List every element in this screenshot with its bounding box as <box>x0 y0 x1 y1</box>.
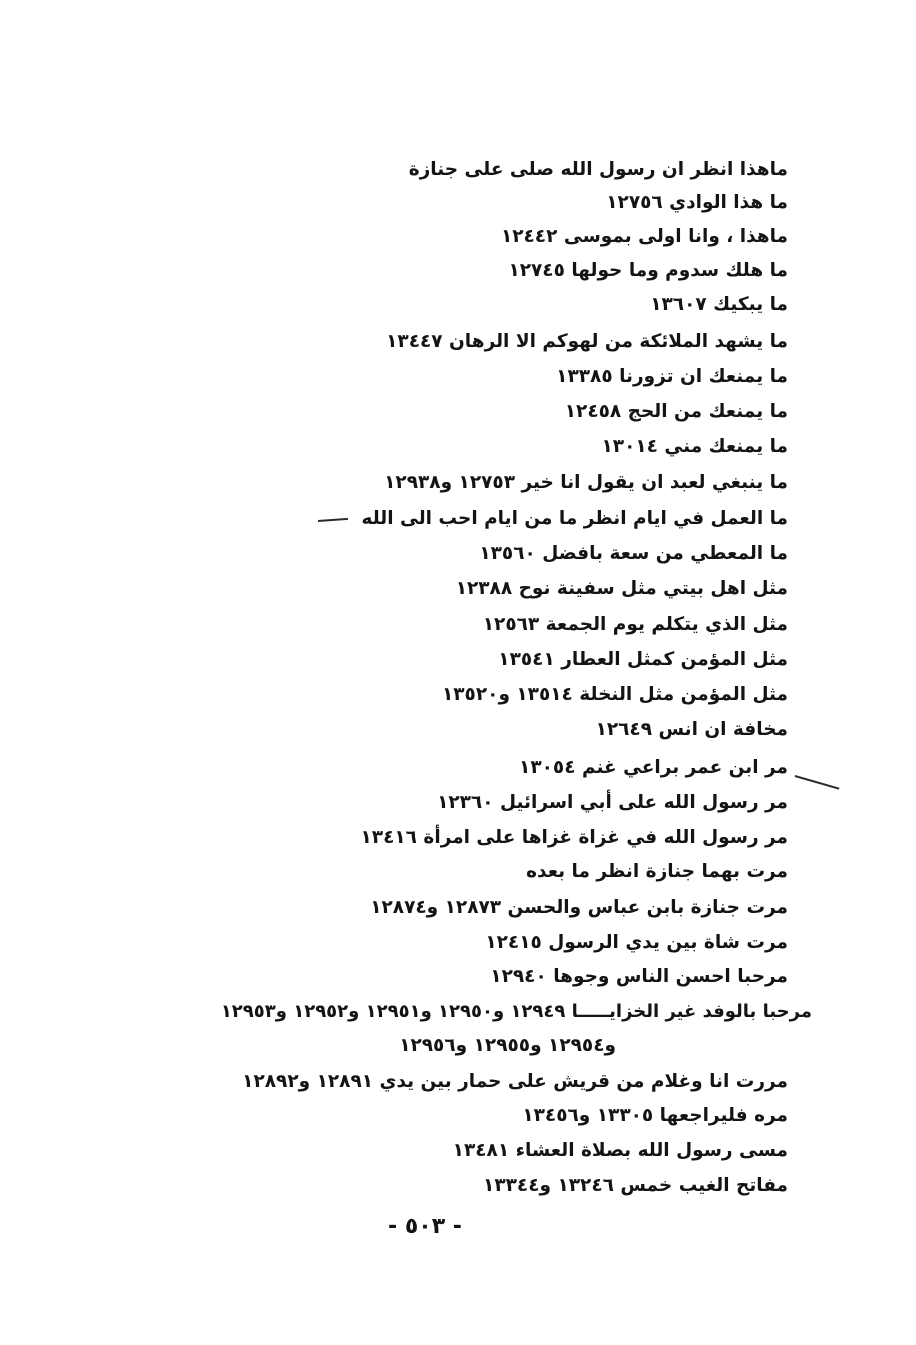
index-entry: مثل المؤمن كمثل العطار ١٣٥٤١ <box>498 649 788 670</box>
index-entry-continuation: و١٢٩٥٤ و١٢٩٥٥ و١٢٩٥٦ <box>399 1035 616 1056</box>
index-entry: ما هذا الوادي ١٢٧٥٦ <box>606 192 788 213</box>
index-entry: ما هلك سدوم وما حولها ١٢٧٤٥ <box>508 260 788 281</box>
index-entry: ما يمنعك من الحج ١٢٤٥٨ <box>564 401 788 422</box>
page-number: - ٥٠٣ - <box>388 1214 462 1239</box>
index-entry: ما يبكيك ١٣٦٠٧ <box>650 294 788 315</box>
index-entry: مر رسول الله في غزاة غزاها على امرأة ١٣٤١٦ <box>360 827 788 848</box>
index-entry: مفاتح الغيب خمس ١٣٢٤٦ و١٣٣٤٤ <box>483 1175 788 1196</box>
index-entry: مرحبا احسن الناس وجوها ١٢٩٤٠ <box>490 966 788 987</box>
index-entry: مخافة ان انس ١٢٦٤٩ <box>595 719 788 740</box>
index-entry: مر رسول الله على أبي اسرائيل ١٢٣٦٠ <box>437 792 788 813</box>
index-entry: ماهذا ، وانا اولى بموسى ١٢٤٤٢ <box>500 226 788 247</box>
index-entry: مثل الذي يتكلم يوم الجمعة ١٢٥٦٣ <box>482 614 788 635</box>
ink-mark <box>318 518 348 522</box>
index-entry: مثل المؤمن مثل النخلة ١٣٥١٤ و١٣٥٢٠ <box>441 684 788 705</box>
index-entry: ما المعطي من سعة بافضل ١٣٥٦٠ <box>479 543 788 564</box>
ink-mark <box>795 775 840 789</box>
index-entry: ما يمنعك ان تزورنا ١٣٣٨٥ <box>556 366 788 387</box>
index-entry: مررت انا وغلام من قريش على حمار بين يدي ١٢٨٩١ و١٢٨٩٢ <box>242 1071 788 1092</box>
index-entry: ما يمنعك مني ١٣٠١٤ <box>601 436 788 457</box>
index-entry: مرت شاة بين يدي الرسول ١٢٤١٥ <box>485 932 788 953</box>
index-entry: مر ابن عمر براعي غنم ١٣٠٥٤ <box>519 757 788 778</box>
index-entry: مرت جنازة بابن عباس والحسن ١٢٨٧٣ و١٢٨٧٤ <box>370 897 788 918</box>
index-entry: ما يشهد الملائكة من لهوكم الا الرهان ١٣٤٤٧ <box>386 331 788 352</box>
index-entry: مرحبا بالوفد غير الخزايـــــا ١٢٩٤٩ و١٢٩٥٠ و١٢٩٥١ و١٢٩٥٢ و١٢٩٥٣ <box>220 1001 812 1022</box>
index-entry: مره فليراجعها ١٣٣٠٥ و١٣٤٥٦ <box>522 1105 788 1126</box>
index-entry: ما ينبغي لعبد ان يقول انا خير ١٢٧٥٣ و١٢٩٣٨ <box>384 472 788 493</box>
index-entry: ما العمل في ايام انظر ما من ايام احب الى الله <box>361 508 788 529</box>
index-entry: مسى رسول الله بصلاة العشاء ١٣٤٨١ <box>452 1140 788 1161</box>
index-entry: مثل اهل بيتي مثل سفينة نوح ١٢٣٨٨ <box>455 578 788 599</box>
index-entry: ماهذا انظر ان رسول الله صلى على جنازة <box>408 159 788 180</box>
index-entry: مرت بهما جنازة انظر ما بعده <box>526 861 788 882</box>
